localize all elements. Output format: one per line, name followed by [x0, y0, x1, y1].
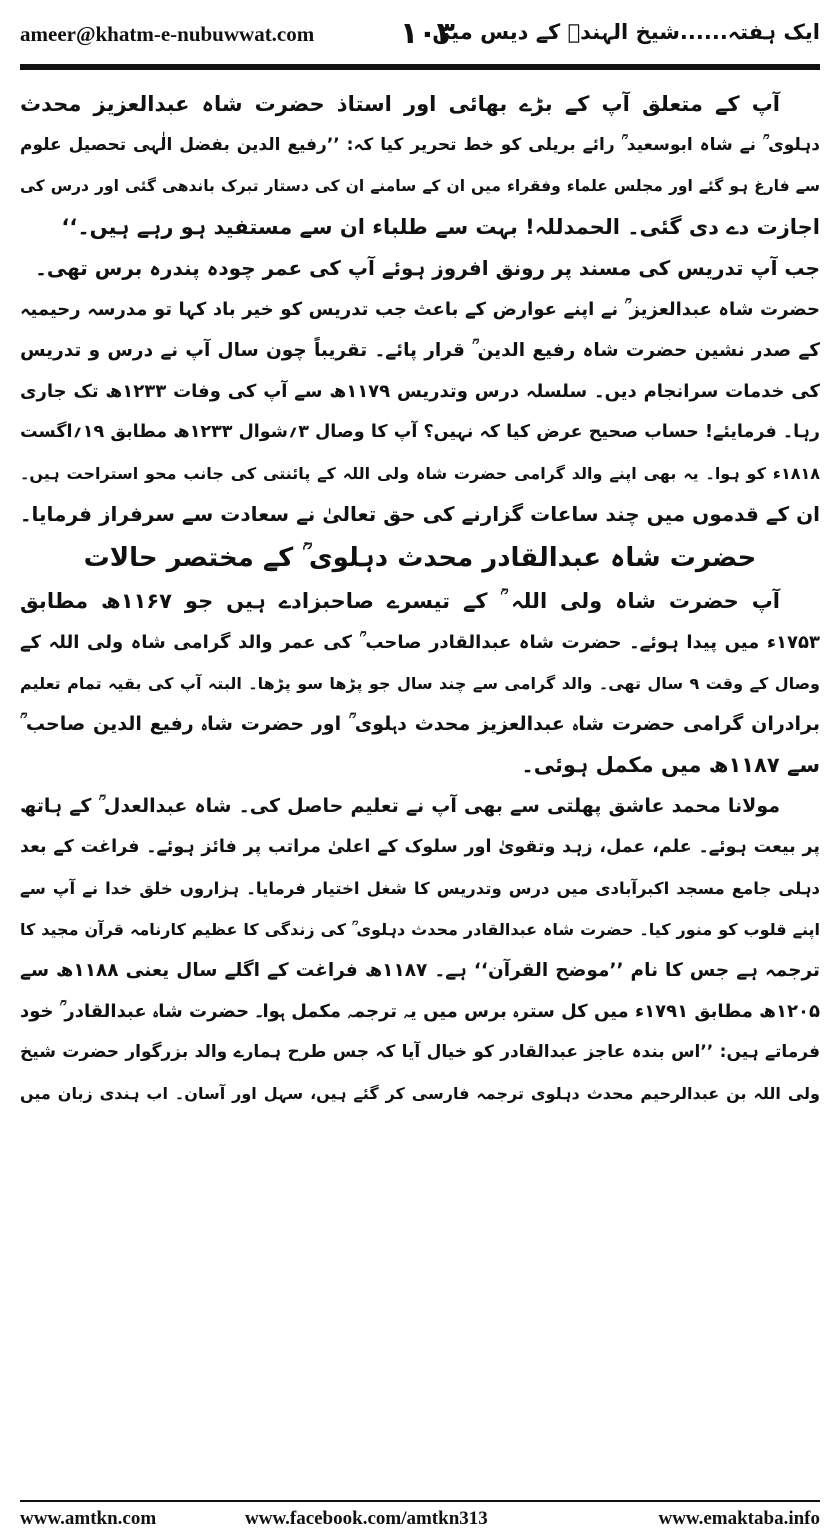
- text-line: دہلوی ؒ نے شاہ ابوسعید ؒ رائے بریلی کو خط تحریر کیا کہ: ’’رفیع الدین بفضل الٰہی تحصیل علوم: [20, 135, 820, 155]
- text-line: سے ۱۱۸۷ھ میں مکمل ہوئی۔: [521, 753, 820, 777]
- footer-link-amtkn[interactable]: www.amtkn.com: [20, 1508, 157, 1529]
- page-footer: [20, 1508, 820, 1534]
- text-line: سے فارغ ہو گئے اور مجلس علماء وفقراء میں ان کے سامنے ان کی دستار تبرک باندھی گئی اور درس کی: [20, 177, 820, 195]
- footer-link-emaktaba[interactable]: www.emaktaba.info: [658, 1508, 820, 1529]
- text-line: رہا۔ فرمایئے! حساب صحیح عرض کیا کہ نہیں؟ آپ کا وصال ۳؍شوال ۱۲۳۳ھ مطابق ۱۹؍اگست: [20, 422, 820, 442]
- section-heading: حضرت شاہ عبدالقادر محدث دہلوی ؒ کے مختصر حالات: [83, 543, 757, 573]
- footer-rule: [20, 1500, 820, 1502]
- header-rule: [20, 64, 820, 70]
- text-line: ۱۷۵۳ء میں پیدا ہوئے۔ حضرت شاہ عبدالقادر صاحب ؒ کی عمر والد گرامی شاہ ولی اللہ کے: [20, 632, 820, 653]
- text-line: آپ حضرت شاہ ولی اللہ ؒ کے تیسرے صاحبزادے ہیں جو ۱۱۶۷ھ مطابق: [20, 589, 781, 613]
- page-number: ۱۰۳: [400, 16, 455, 51]
- text-line: ان کے قدموں میں چند ساعات گزارنے کی حق تعالیٰ نے سعادت سے سرفراز فرمایا۔: [20, 502, 820, 526]
- text-line: حضرت شاہ عبدالعزیز ؒ نے اپنے عوارض کے باعث جب تدریس کو خیر باد کہا تو مدرسہ رحیمیہ: [20, 299, 820, 320]
- text-line: آپ کے متعلق آپ کے بڑے بھائی اور استاذ حضرت شاہ عبدالعزیز محدث: [20, 92, 780, 116]
- text-line: کے صدر نشین حضرت شاہ رفیع الدین ؒ قرار پائے۔ تقریباً چون سال آپ نے درس و تدریس: [20, 340, 820, 361]
- text-line: برادران گرامی حضرت شاہ عبدالعزیز محدث دہلوی ؒ اور حضرت شاہ رفیع الدین صاحب ؒ: [20, 713, 820, 735]
- text-line: وصال کے وقت ۹ سال تھی۔ والد گرامی سے چند سال جو پڑھا سو پڑھا۔ البتہ آپ کی بقیہ تمام تعلیم: [20, 674, 820, 693]
- text-line: اپنے قلوب کو منور کیا۔ حضرت شاہ عبدالقادر محدث دہلوی ؒ کی زندگی کا عظیم کارنامہ قرآن مجید کا: [20, 920, 820, 939]
- text-line: مولانا محمد عاشق پھلتی سے بھی آپ نے تعلیم حاصل کی۔ شاہ عبدالعدل ؒ کے ہاتھ: [20, 795, 780, 817]
- text-line: ۱۸۱۸ء کو ہوا۔ یہ بھی اپنے والد گرامی حضرت شاہ ولی اللہ کے پائنتی کی جانب محو استراحت ہیں۔: [20, 464, 820, 483]
- running-title: ایک ہفتہ......شیخ الہندؒ کے دیس میں: [432, 20, 820, 44]
- footer-link-facebook[interactable]: www.facebook.com/amtkn313: [245, 1508, 488, 1529]
- text-line: ترجمہ ہے جس کا نام ’’موضح القرآن‘‘ ہے۔ ۱۱۸۷ھ فراغت کے اگلے سال یعنی ۱۱۸۸ھ سے: [20, 960, 820, 981]
- text-line: اجازت دے دی گئی۔ الحمدللہ! بہت سے طلباء ان سے مستفید ہو رہے ہیں۔‘‘: [61, 215, 820, 239]
- body-text: [20, 84, 820, 1484]
- header-email[interactable]: ameer@khatm-e-nubuwwat.com: [20, 22, 315, 46]
- text-line: جب آپ تدریس کی مسند پر رونق افروز ہوئے آپ کی عمر چودہ پندرہ برس تھی۔: [35, 256, 820, 280]
- text-line: پر بیعت ہوئے۔ علم، عمل، زہد وتقویٰ اور سلوک کے اعلیٰ مراتب پر فائز ہوئے۔ فراغت کے بعد: [20, 837, 820, 857]
- page-header: [20, 12, 820, 62]
- text-line: دہلی جامع مسجد اکبرآبادی میں درس وتدریس کا شغل اختیار فرمایا۔ ہزاروں خلق خدا نے آپ سے: [20, 879, 820, 898]
- text-line: ۱۲۰۵ھ مطابق ۱۷۹۱ء میں کل سترہ برس میں یہ ترجمہ مکمل ہوا۔ حضرت شاہ عبدالقادر ؒ خود: [20, 1001, 820, 1022]
- text-line: ولی اللہ بن عبدالرحیم محدث دہلوی ترجمہ فارسی کر گئے ہیں، سہل اور آسان۔ اب ہندی زبان میں: [20, 1084, 820, 1103]
- text-line: کی خدمات سرانجام دیں۔ سلسلہ درس وتدریس ۱۱۷۹ھ سے آپ کی وفات ۱۲۳۳ھ تک جاری: [20, 381, 820, 402]
- text-line: فرماتے ہیں: ’’اس بندہ عاجز عبدالقادر کو خیال آیا کہ جس طرح ہمارے والد بزرگوار حضرت شیخ: [20, 1042, 820, 1062]
